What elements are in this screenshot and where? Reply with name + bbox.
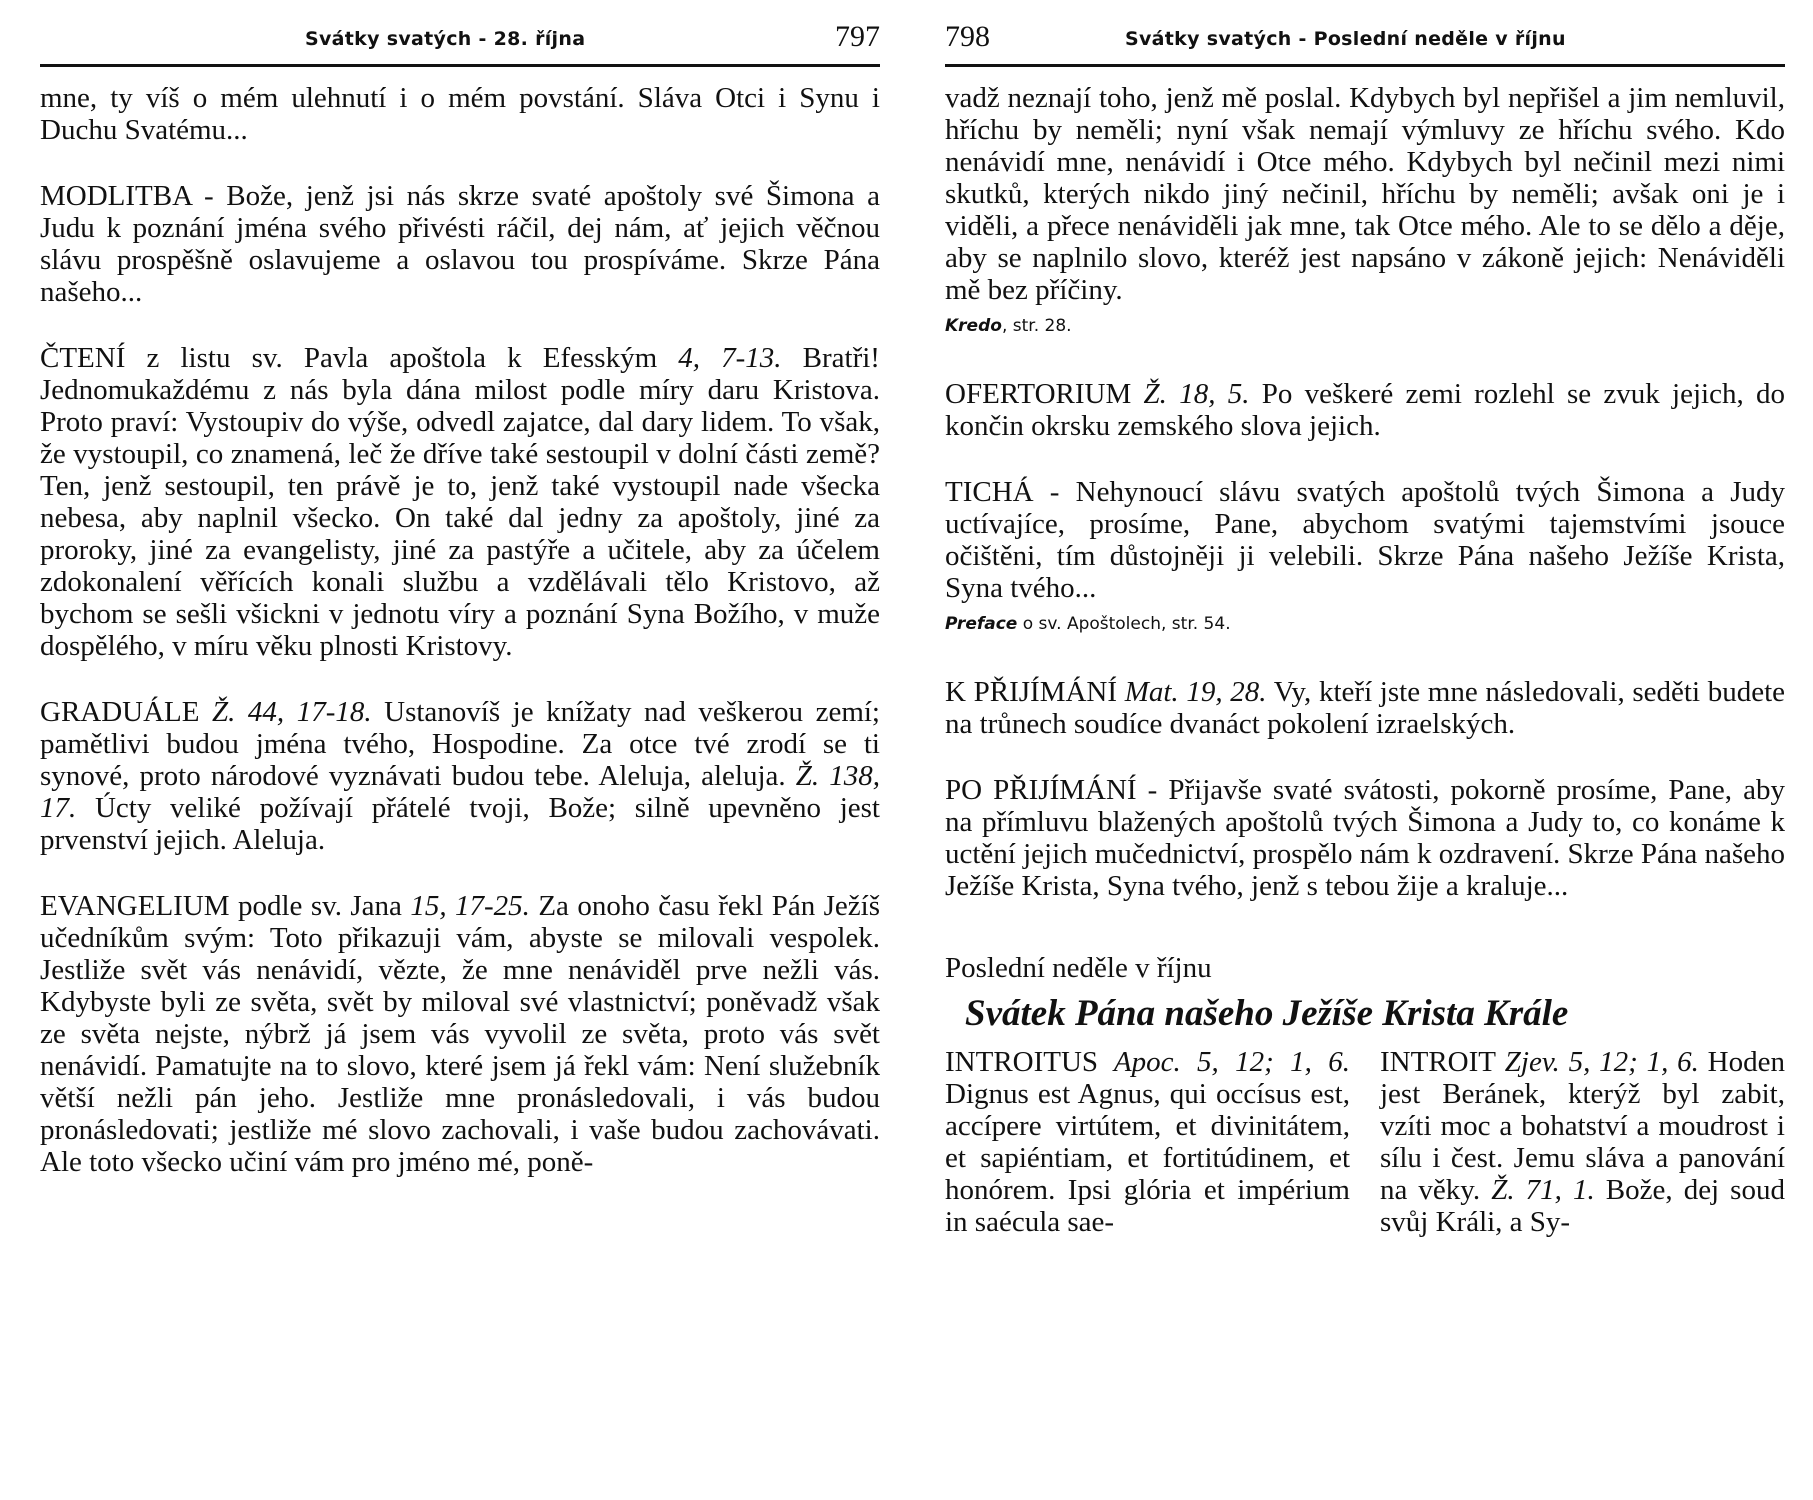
section-text: - Nehynoucí slávu svatých apoštolů tvých Šimona a Judy uctívajíce, prosíme, Pane, abychom svatými tajemstvími jsouce očištěni, tím důstojněji ji velebili. Skrze Pána našeho Ježíše Krista, Syna tvého... [945,476,1785,604]
ticha-section [945,476,1785,604]
scripture-reference: Ž. 18, 5. [1131,378,1250,410]
preface-note [945,612,1785,636]
scripture-reference: Zjev. 5, 12; 1, 6. [1495,1046,1699,1078]
right-page [945,0,1785,1500]
page-number: 798 [945,20,990,53]
k-prijimani-section [945,676,1785,740]
note-text: , str. 28. [1001,316,1072,336]
introit-czech-column [1380,1046,1785,1238]
right-page-header [945,18,1785,67]
sunday-heading: Poslední neděle v říjnu [945,952,1212,984]
section-text: Bratři! Jednomukaždému z nás byla dána milost podle míry daru Kristova. Proto praví: Vystoupiv do výše, odvedl zajatce, dal dary lidem. To však, že vystoupil, co znamená, leč že dříve také sestoupil v dolní části země? Ten, jenž sestoupil, ten právě je to, jenž také vystoupil nade všecka nebesa, aby naplnil všecko. On také dal jedny za apoštoly, jiné za proroky, jiné za evangelisty, jiné za pastýře a učitele, aby za účelem zdokonalení věřících konali službu a vzdělávali tělo Kristovo, až bychom se sešli všickni v jednotu víry a poznání Syna Božího, v muže dospělého, v míru věku plnosti Kristovy. [40,342,880,662]
ofertorium-section [945,378,1785,442]
section-text: Za onoho času řekl Pán Ježíš učedníkům svým: Toto přikazuji vám, abyste se milovali vespolek. Jestliže svět vás nenávidí, vězte, že mne nenáviděl prve nežli vás. Kdybyste byli ze světa, svět by miloval své vlastnictví; poněvadž však ze světa nejste, nýbrž já jsem vás vyvolil ze světa, proto vás svět nenávidí. Pamatujte na to slovo, které jsem já řekl vám: Není služebník větší nežli pán jeho. Jestliže mne pronásledovali, i vás budou pronásledovati; jestliže mé slovo zachovali, i vaše budou zachovávati. Ale toto všecko učiní vám pro jméno mé, poně- [40,890,880,1178]
section-text: Úcty veliké požívají přátelé tvoji, Bože; silně upevněno jest prvenství jejich. Aleluja. [40,792,880,856]
scripture-reference: Mat. 19, 28. [1117,676,1267,708]
left-page-body [40,82,880,1212]
section-source: z listu sv. Pavla apoštola k Efesským [125,342,679,374]
credo-note [945,314,1785,338]
section-heading: EVANGELIUM [40,890,230,922]
note-emphasis: Kredo [945,316,1002,336]
scripture-reference: 4, 7-13. [678,342,782,374]
note-emphasis: Preface [945,614,1018,634]
section-heading: INTROIT [1380,1046,1496,1078]
section-text: - Bože, jenž jsi nás skrze svaté apoštoly své Šimona a Judu k poznání jména svého přivésti ráčil, dej nám, ať jejich věčnou slávu prospěšně oslavujeme a oslavou tou prospíváme. Skrze Pána našeho... [40,180,880,308]
introit-columns [945,1046,1785,1238]
scripture-reference: 15, 17-25. [410,890,530,922]
section-text: Vy, kteří jste mne následovali, seděti budete na trůnech soudíce dvanáct pokolení izraelských. [945,676,1785,740]
scripture-reference: Ž. 44, 17-18. [199,696,372,728]
running-title: Svátky svatých - Poslední neděle v říjnu [1125,28,1566,50]
section-heading: TICHÁ [945,476,1034,508]
section-heading: ČTENÍ [40,342,126,374]
feast-title: Svátek Pána našeho Ježíše Krista Krále [965,993,1569,1034]
section-heading: INTROITUS [945,1046,1099,1078]
section-text: Bože, dej soud svůj Králi, a Sy- [1380,1174,1785,1238]
graduale-section [40,696,880,856]
cteni-section [40,342,880,662]
left-page [40,0,880,1500]
po-prijimani-section [945,774,1785,902]
section-text: Dignus est Agnus, qui occísus est, accípere virtútem, et divinitátem, et sapiéntiam, et fortitúdinem, et honórem. Ipsi glória et impérium in saécula sae- [945,1078,1350,1238]
section-text: Ustanovíš je knížaty nad veškerou zemí; pamětlivi budou jména tvého, Hospodine. Za otce tvé zrodí se ti synové, proto národové vyznávati budou tebe. Aleluja, aleluja. [40,696,880,792]
scripture-reference: Ž. 138, 17. [40,760,880,824]
evangelium-section [40,890,880,1178]
section-heading: K PŘIJÍMÁNÍ [945,676,1118,708]
introitus-latin-column [945,1046,1350,1238]
continuation-paragraph: vadž neznají toho, jenž mě poslal. Kdybych byl nepřišel a jim nemluvil, hříchu by neměli; nyní však nemají výmluvy ze hříchu svého. Kdo nenávidí mne, nenávidí i Otce mého. Kdybych byl nečinil mezi nimi skutků, kterých nikdo jiný nečinil, hříchu by neměli; avšak oni je i viděli, a přece nenáviděli jak mne, tak Otce mého. Ale to se dělo a děje, aby se naplnilo slovo, kteréž jest napsáno v zákoně jejich: Nenáviděli mě bez příčiny. [945,82,1785,306]
opening-paragraph: mne, ty víš o mém ulehnutí i o mém povstání. Sláva Otci i Synu i Duchu Svatému... [40,82,880,146]
section-heading: PO PŘIJÍMÁNÍ [945,774,1137,806]
section-heading: MODLITBA [40,180,192,212]
running-title: Svátky svatých - 28. října [305,28,586,50]
section-text: Hoden jest Beránek, kterýž byl zabit, vzíti moc a bohatství a moudrost i sílu i čest. Jemu sláva a panování na věky. [1380,1046,1785,1206]
scripture-reference: Apoc. 5, 12; 1, 6. [1098,1046,1350,1078]
section-heading: GRADUÁLE [40,696,200,728]
section-source: podle sv. Jana [229,890,411,922]
section-text: - Přijavše svaté svátosti, pokorně prosíme, Pane, aby na přímluvu blažených apoštolů tvých Šimona a Judy to, co konáme k uctění jejich mučednictví, prospělo nám k ozdravení. Skrze Pána našeho Ježíše Krista, Syna tvého, jenž s tebou žije a kraluje... [945,774,1785,902]
section-heading: OFERTORIUM [945,378,1132,410]
section-text: Po veškeré zemi rozlehl se zvuk jejich, do končin okrsku zemského slova jejich. [945,378,1785,442]
left-page-header [40,18,880,67]
modlitba-section [40,180,880,308]
page-number: 797 [835,20,880,53]
right-page-body [945,82,1785,1238]
scripture-reference: Ž. 71, 1. [1480,1174,1595,1206]
note-text: o sv. Apoštolech, str. 54. [1017,614,1231,634]
